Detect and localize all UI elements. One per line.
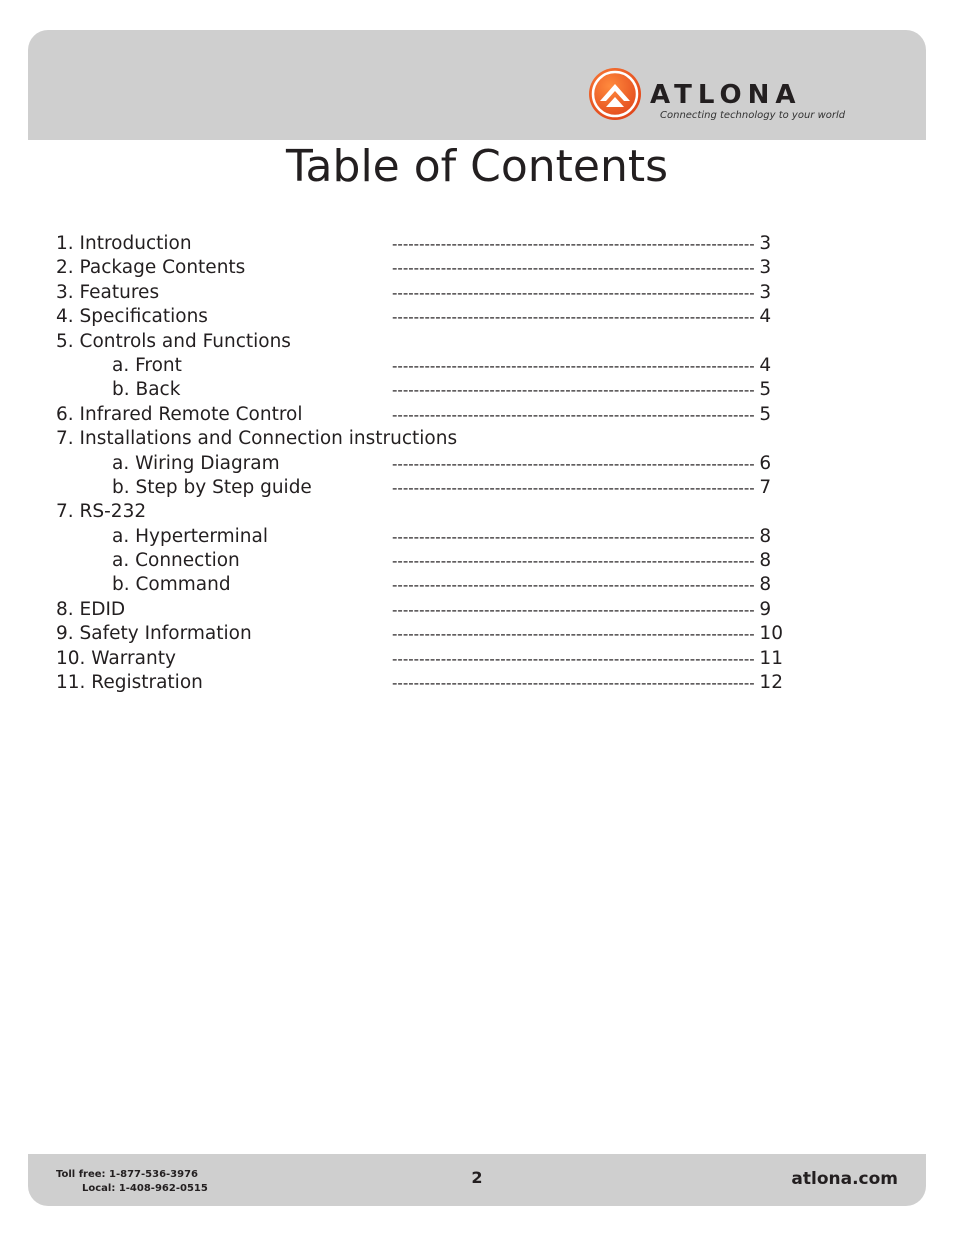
- toc-entry-leader: [392, 525, 771, 549]
- toc-entry-leader: [392, 598, 771, 622]
- toc-entry-page: 3: [759, 257, 772, 279]
- toc-entry-leader: [392, 403, 771, 427]
- toc-leader-dashes: -------------------------------------------------------------------: [392, 259, 760, 278]
- toc-entry-page: 4: [759, 306, 772, 328]
- toc-leader-dashes: -------------------------------------------------------------------: [392, 405, 760, 424]
- toc-entry-page: 11: [759, 647, 783, 669]
- toc-entry-leader: [392, 378, 771, 402]
- toc-entry[interactable]: [56, 549, 886, 573]
- footer-bar: [28, 1154, 926, 1206]
- toc-entry-label: 5. Controls and Functions: [56, 330, 291, 352]
- toc-entry-page: 5: [759, 403, 772, 425]
- toc-entry-leader: [392, 622, 783, 646]
- toc-entry-page: 12: [759, 672, 783, 694]
- toc-entry-label: a. Connection: [112, 550, 240, 572]
- page-number: 2: [471, 1168, 483, 1187]
- toc-entry-leader: [392, 452, 771, 476]
- atlona-logo: [588, 67, 888, 127]
- toc-entry-leader: [392, 549, 771, 573]
- atlona-logo-icon: [588, 67, 642, 121]
- toc-leader-dashes: -------------------------------------------------------------------: [392, 600, 760, 619]
- toc-entry-leader: [392, 256, 771, 280]
- atlona-wordmark: [650, 81, 870, 107]
- toc-entry[interactable]: [56, 256, 886, 280]
- toc-entry-leader: [392, 573, 771, 597]
- toc-entry-page: 4: [759, 354, 772, 376]
- toc-entry-label: 10. Warranty: [56, 647, 176, 669]
- toc-entry[interactable]: [56, 281, 886, 305]
- toc-entry-label: 4. Specifications: [56, 306, 208, 328]
- toc-entry-leader: [392, 305, 771, 329]
- toc-entry[interactable]: [56, 622, 886, 646]
- toc-entry-leader: [392, 647, 783, 671]
- toc-entry-label: 2. Package Contents: [56, 257, 246, 279]
- toc-entry-page: 5: [759, 379, 772, 401]
- toc-entry[interactable]: [56, 305, 886, 329]
- toc-leader-dashes: -------------------------------------------------------------------: [392, 527, 760, 546]
- toc-entry[interactable]: [56, 525, 886, 549]
- table-of-contents: [56, 232, 886, 695]
- toc-entry-page: 10: [759, 623, 783, 645]
- toc-leader-dashes: -------------------------------------------------------------------: [392, 478, 760, 497]
- header-bar: [28, 30, 926, 140]
- toc-entry[interactable]: [56, 452, 886, 476]
- toc-entry-page: 9: [759, 598, 772, 620]
- toc-entry[interactable]: [56, 647, 886, 671]
- toll-free-number: Toll free: 1-877-536-3976: [56, 1169, 199, 1180]
- toc-entry-leader: [392, 476, 771, 500]
- toc-leader-dashes: -------------------------------------------------------------------: [392, 235, 760, 253]
- toc-entry-page: 3: [759, 281, 772, 303]
- toc-leader-dashes: -------------------------------------------------------------------: [392, 649, 760, 668]
- toc-entry-label: 8. EDID: [56, 598, 126, 620]
- toc-leader-dashes: -------------------------------------------------------------------: [392, 674, 760, 693]
- toc-leader-dashes: -------------------------------------------------------------------: [392, 356, 760, 375]
- toc-leader-dashes: -------------------------------------------------------------------: [392, 625, 760, 644]
- toc-entry[interactable]: [56, 476, 886, 500]
- toc-entry[interactable]: [56, 598, 886, 622]
- local-number: Local: 1-408-962-0515: [82, 1183, 208, 1194]
- toc-entry[interactable]: [56, 500, 886, 524]
- toc-entry[interactable]: [56, 403, 886, 427]
- page-title: Table of Contents: [285, 141, 669, 192]
- toc-entry-label: 6. Infrared Remote Control: [56, 403, 303, 425]
- svg-text:ATLONA: ATLONA: [650, 81, 802, 107]
- toc-entry[interactable]: [56, 573, 886, 597]
- toc-entry-label: b. Back: [112, 379, 181, 401]
- toc-entry-label: a. Front: [112, 354, 182, 376]
- toc-entry-page: 3: [759, 233, 772, 254]
- toc-leader-dashes: -------------------------------------------------------------------: [392, 308, 760, 327]
- toc-entry[interactable]: [56, 330, 886, 354]
- toc-leader-dashes: -------------------------------------------------------------------: [392, 552, 760, 571]
- toc-entry[interactable]: [56, 354, 886, 378]
- toc-entry[interactable]: [56, 378, 886, 402]
- website-link[interactable]: atlona.com: [791, 1169, 898, 1189]
- toc-entry-label: 11. Registration: [56, 672, 203, 694]
- toc-entry-label: 7. RS-232: [56, 501, 147, 523]
- toc-entry-page: 8: [759, 574, 772, 596]
- toc-entry[interactable]: [56, 671, 886, 695]
- toc-entry-label: 3. Features: [56, 281, 160, 303]
- toc-entry-label: b. Step by Step guide: [112, 476, 312, 498]
- toc-entry-leader: [392, 354, 771, 378]
- toc-entry-label: a. Wiring Diagram: [112, 452, 280, 474]
- toc-entry[interactable]: [56, 232, 886, 256]
- toc-entry-page: 6: [759, 452, 772, 474]
- toc-entry-label: b. Command: [112, 574, 231, 596]
- toc-entry-label: 7. Installations and Connection instructions: [56, 428, 458, 450]
- toc-entry-page: 8: [759, 550, 772, 572]
- toc-entry[interactable]: [56, 427, 886, 451]
- toc-entry-leader: [392, 232, 771, 256]
- toc-entry-leader: [392, 671, 783, 695]
- toc-entry-label: 9. Safety Information: [56, 623, 252, 645]
- toc-leader-dashes: -------------------------------------------------------------------: [392, 283, 760, 302]
- toc-entry-page: 7: [759, 476, 772, 498]
- toc-entry-label: a. Hyperterminal: [112, 525, 268, 547]
- toc-entry-page: 8: [759, 525, 772, 547]
- toc-leader-dashes: -------------------------------------------------------------------: [392, 576, 760, 595]
- toc-entry-label: 1. Introduction: [56, 233, 192, 254]
- toc-leader-dashes: -------------------------------------------------------------------: [392, 454, 760, 473]
- toc-leader-dashes: -------------------------------------------------------------------: [392, 381, 760, 400]
- logo-tagline: Connecting technology to your world: [660, 110, 846, 121]
- toc-entry-leader: [392, 281, 771, 305]
